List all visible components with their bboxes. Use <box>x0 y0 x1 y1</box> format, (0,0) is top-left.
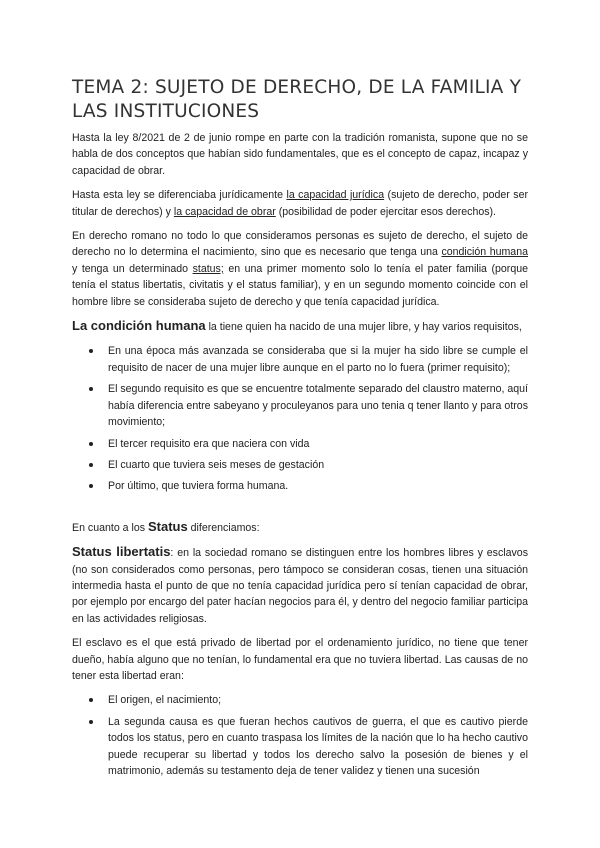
underlined-term: la capacidad de obrar <box>173 205 276 218</box>
text: Hasta esta ley se diferenciaba jurídicamente <box>72 189 287 202</box>
underlined-term: la capacidad jurídica <box>286 189 385 202</box>
text: (posibilidad de poder ejercitar esos derechos). <box>275 205 496 218</box>
causas-list <box>72 692 528 779</box>
paragraph-capacidad <box>72 187 528 220</box>
list-item: Por último, que tuviera forma humana. <box>108 478 528 494</box>
bold-heading: Status libertatis <box>72 544 171 560</box>
underlined-term: condición humana <box>441 246 528 259</box>
paragraph-derecho-romano <box>72 228 528 310</box>
text: y tenga un determinado <box>72 262 193 275</box>
text: En cuanto a los <box>72 521 148 534</box>
list-item: El tercer requisito era que naciera con vida <box>108 436 528 452</box>
paragraph-status-libertatis <box>72 544 528 627</box>
list-item: El cuarto que tuviera seis meses de gestación <box>108 457 528 473</box>
text: diferenciamos: <box>187 521 260 534</box>
list-item: La segunda causa es que fueran hechos cautivos de guerra, el que es cautivo pierde todos los status, pero en cuanto traspasa los límites de la nación que lo ha hecho cautivo puede recuperar su libertad y todos los derecho salvo la posesión de bienes y el matrimonio, además su testamento deja de tener validez y tienen una sucesión <box>108 714 528 780</box>
text: en una primer momento solo lo tenía el pater familia (porque tenía el status libertatis, civitatis y el status familiar), y en un segundo momento coincide con el hombre libre se consideraba sujeto de derecho y que tenía capacidad jurídica. <box>72 262 528 308</box>
list-item: El segundo requisito es que se encuentre totalmente separado del claustro materno, aquí había diferencia entre sabeyano y proculeyanos para uno tenia q tener llanto y para otros movimiento; <box>108 381 528 430</box>
page-title: TEMA 2: SUJETO DE DERECHO, DE LA FAMILIA Y LAS INSTITUCIONES <box>72 77 522 122</box>
paragraph-intro: Hasta la ley 8/2021 de 2 de junio rompe en parte con la tradición romanista, supone que no se habla de dos conceptos que habían sido fundamentales, que es el concepto de capaz, incapaz y capacidad de obrar. <box>72 132 528 177</box>
bold-heading: La condición humana <box>72 318 206 334</box>
underlined-term: status; <box>192 262 224 275</box>
list-item: El origen, el nacimiento; <box>108 692 528 708</box>
requisitos-list <box>72 343 528 494</box>
list-item: En una época más avanzada se consideraba que si la mujer ha sido libre se cumple el requisito de nacer de una mujer libre aunque en el parto no lo fuera (primer requisito); <box>108 343 528 376</box>
paragraph-esclavo: El esclavo es el que está privado de libertad por el ordenamiento jurídico, no tiene que tener dueño, había alguno que no tenían, lo fundamental era que no tuviera libertad. Las causas de no tener esta libertad eran: <box>72 637 528 682</box>
document-page <box>72 76 528 787</box>
text: la tiene quien ha nacido de una mujer libre, y hay varios requisitos, <box>205 321 522 334</box>
text: En derecho romano no todo lo que consideramos personas es sujeto de derecho, el sujeto de derecho no lo determina el nacimiento, sino que es necesario que tenga una <box>72 230 528 259</box>
paragraph-status-intro <box>72 519 528 536</box>
paragraph-condicion-humana <box>72 318 528 335</box>
text: (sujeto de derecho, poder ser titular de derechos) y <box>72 189 528 218</box>
bold-term: Status <box>147 518 188 534</box>
text: : en la sociedad romano se distinguen entre los hombres libres y esclavos (no son considerados como personas, pero támpoco se consideran cosas, tienen una situación intermedia hasta el punto de que no tenía capacidad jurídica pero sí tenían capacidad de obrar, por ejemplo por encargo del pater hacían negocios para él, y dentro del negocio familiar participa en las actividades religiosas. <box>72 547 528 625</box>
